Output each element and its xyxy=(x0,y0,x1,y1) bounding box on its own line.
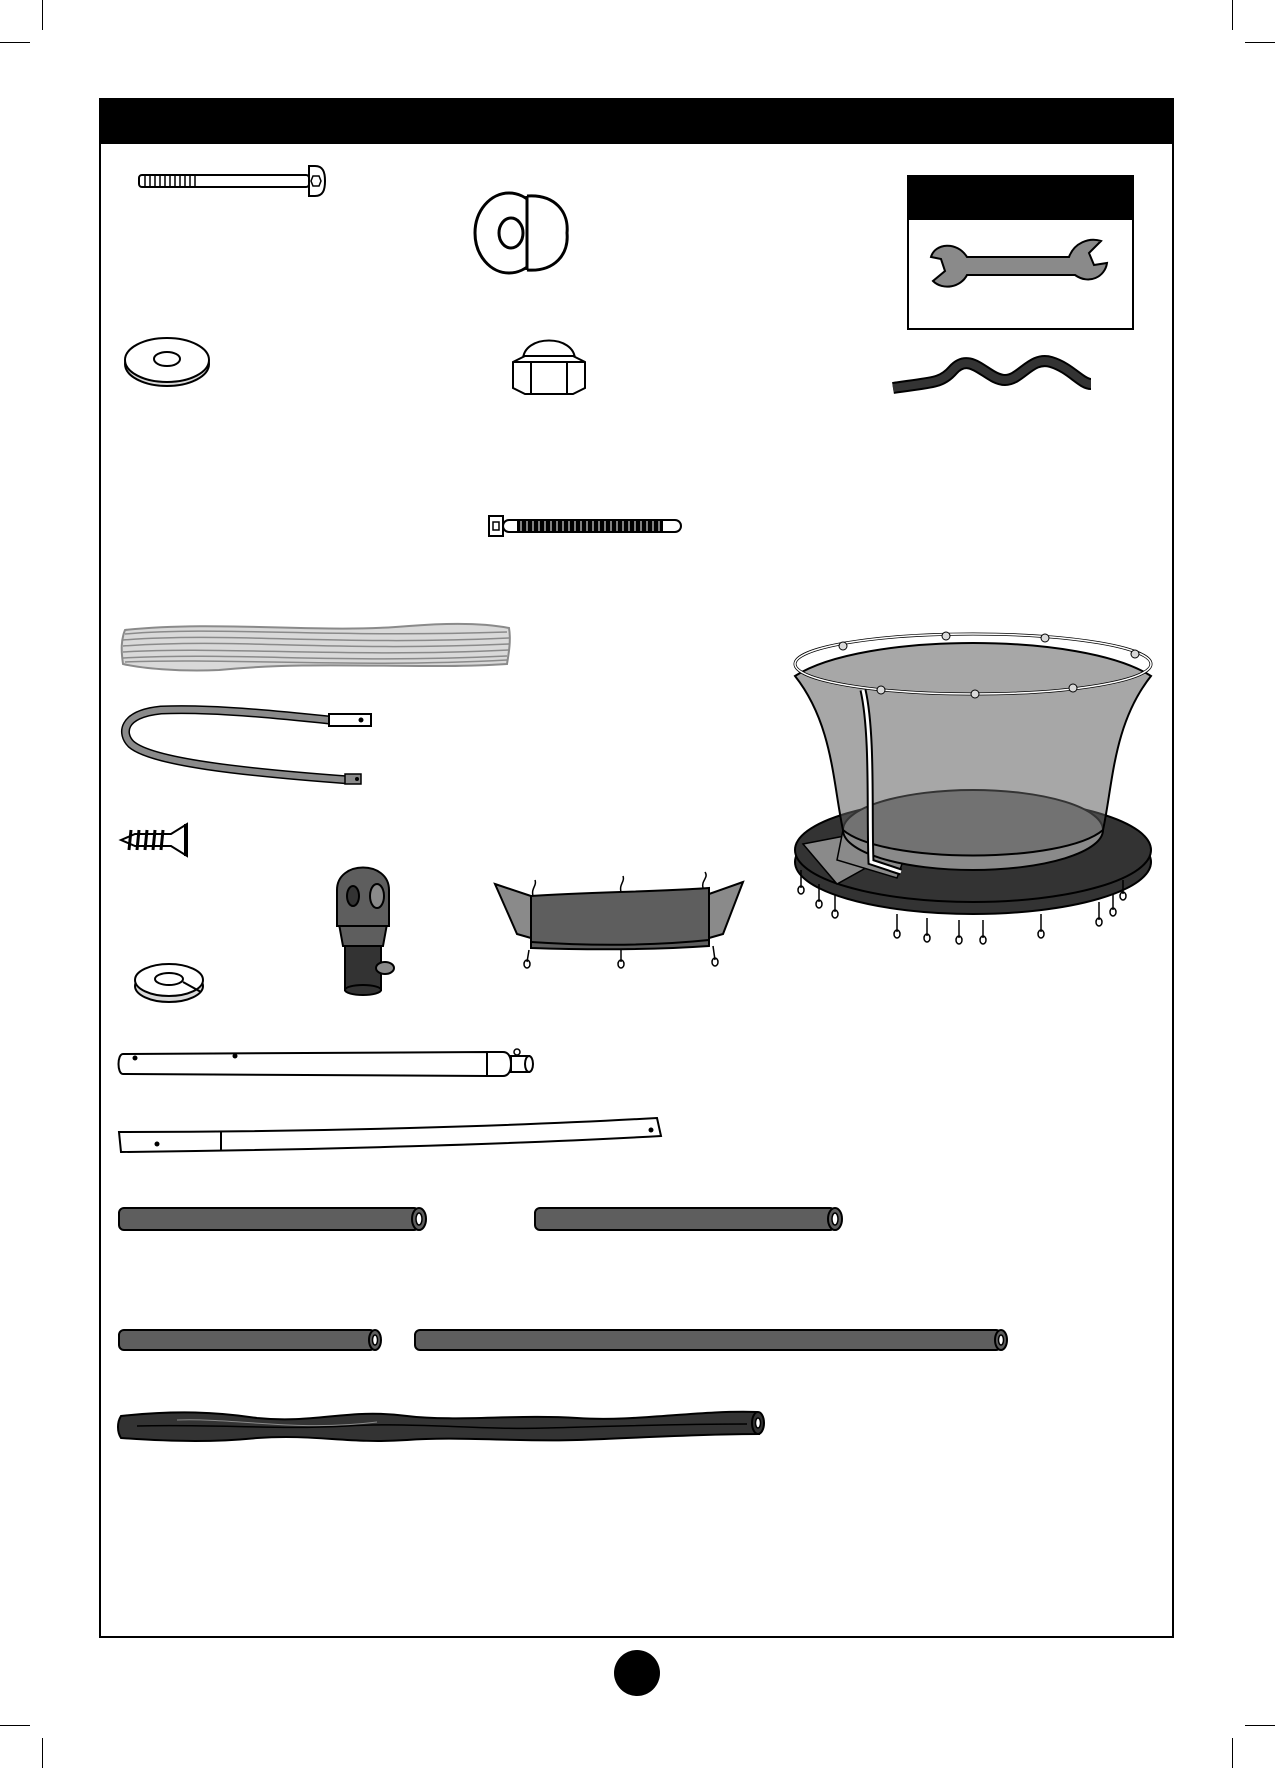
crop-mark xyxy=(42,1738,43,1768)
steel-strap-icon xyxy=(121,706,391,796)
bolt-icon xyxy=(139,162,339,202)
flat-washer-icon xyxy=(121,332,221,392)
leg-tube-icon xyxy=(117,1044,597,1084)
header-bar xyxy=(101,100,1172,144)
crop-mark xyxy=(1245,1725,1275,1726)
cap-nut-icon xyxy=(501,322,601,412)
foam-sleeve-icon xyxy=(117,1326,397,1356)
crop-mark xyxy=(1232,1738,1233,1768)
spacer-bushing-icon xyxy=(469,188,579,278)
tool-box-header xyxy=(909,177,1132,220)
foam-sleeve-icon xyxy=(413,1326,1023,1356)
page-number-badge xyxy=(614,1650,660,1696)
parts-list-frame xyxy=(99,98,1174,1638)
screw-icon xyxy=(115,822,195,858)
wrench-icon xyxy=(929,235,1109,295)
foam-cord-icon xyxy=(891,350,1101,400)
crop-mark xyxy=(1245,42,1275,43)
foam-sleeve-icon xyxy=(117,1204,437,1236)
frame-segment-icon xyxy=(491,868,751,978)
wrinkled-foam-sleeve-icon xyxy=(117,1404,777,1448)
trampoline-enclosure-icon xyxy=(783,614,1163,954)
crop-mark xyxy=(1232,0,1233,30)
crop-mark xyxy=(0,42,30,43)
pole-cap-icon xyxy=(323,850,413,1000)
foam-sleeve-icon xyxy=(533,1204,853,1236)
cable-tie-icon xyxy=(489,514,689,538)
crop-mark xyxy=(42,0,43,30)
bungee-cord-icon xyxy=(119,620,519,672)
curved-top-pole-icon xyxy=(117,1124,677,1164)
lock-washer-icon xyxy=(131,956,211,1006)
tool-box xyxy=(907,175,1134,330)
crop-mark xyxy=(0,1725,30,1726)
